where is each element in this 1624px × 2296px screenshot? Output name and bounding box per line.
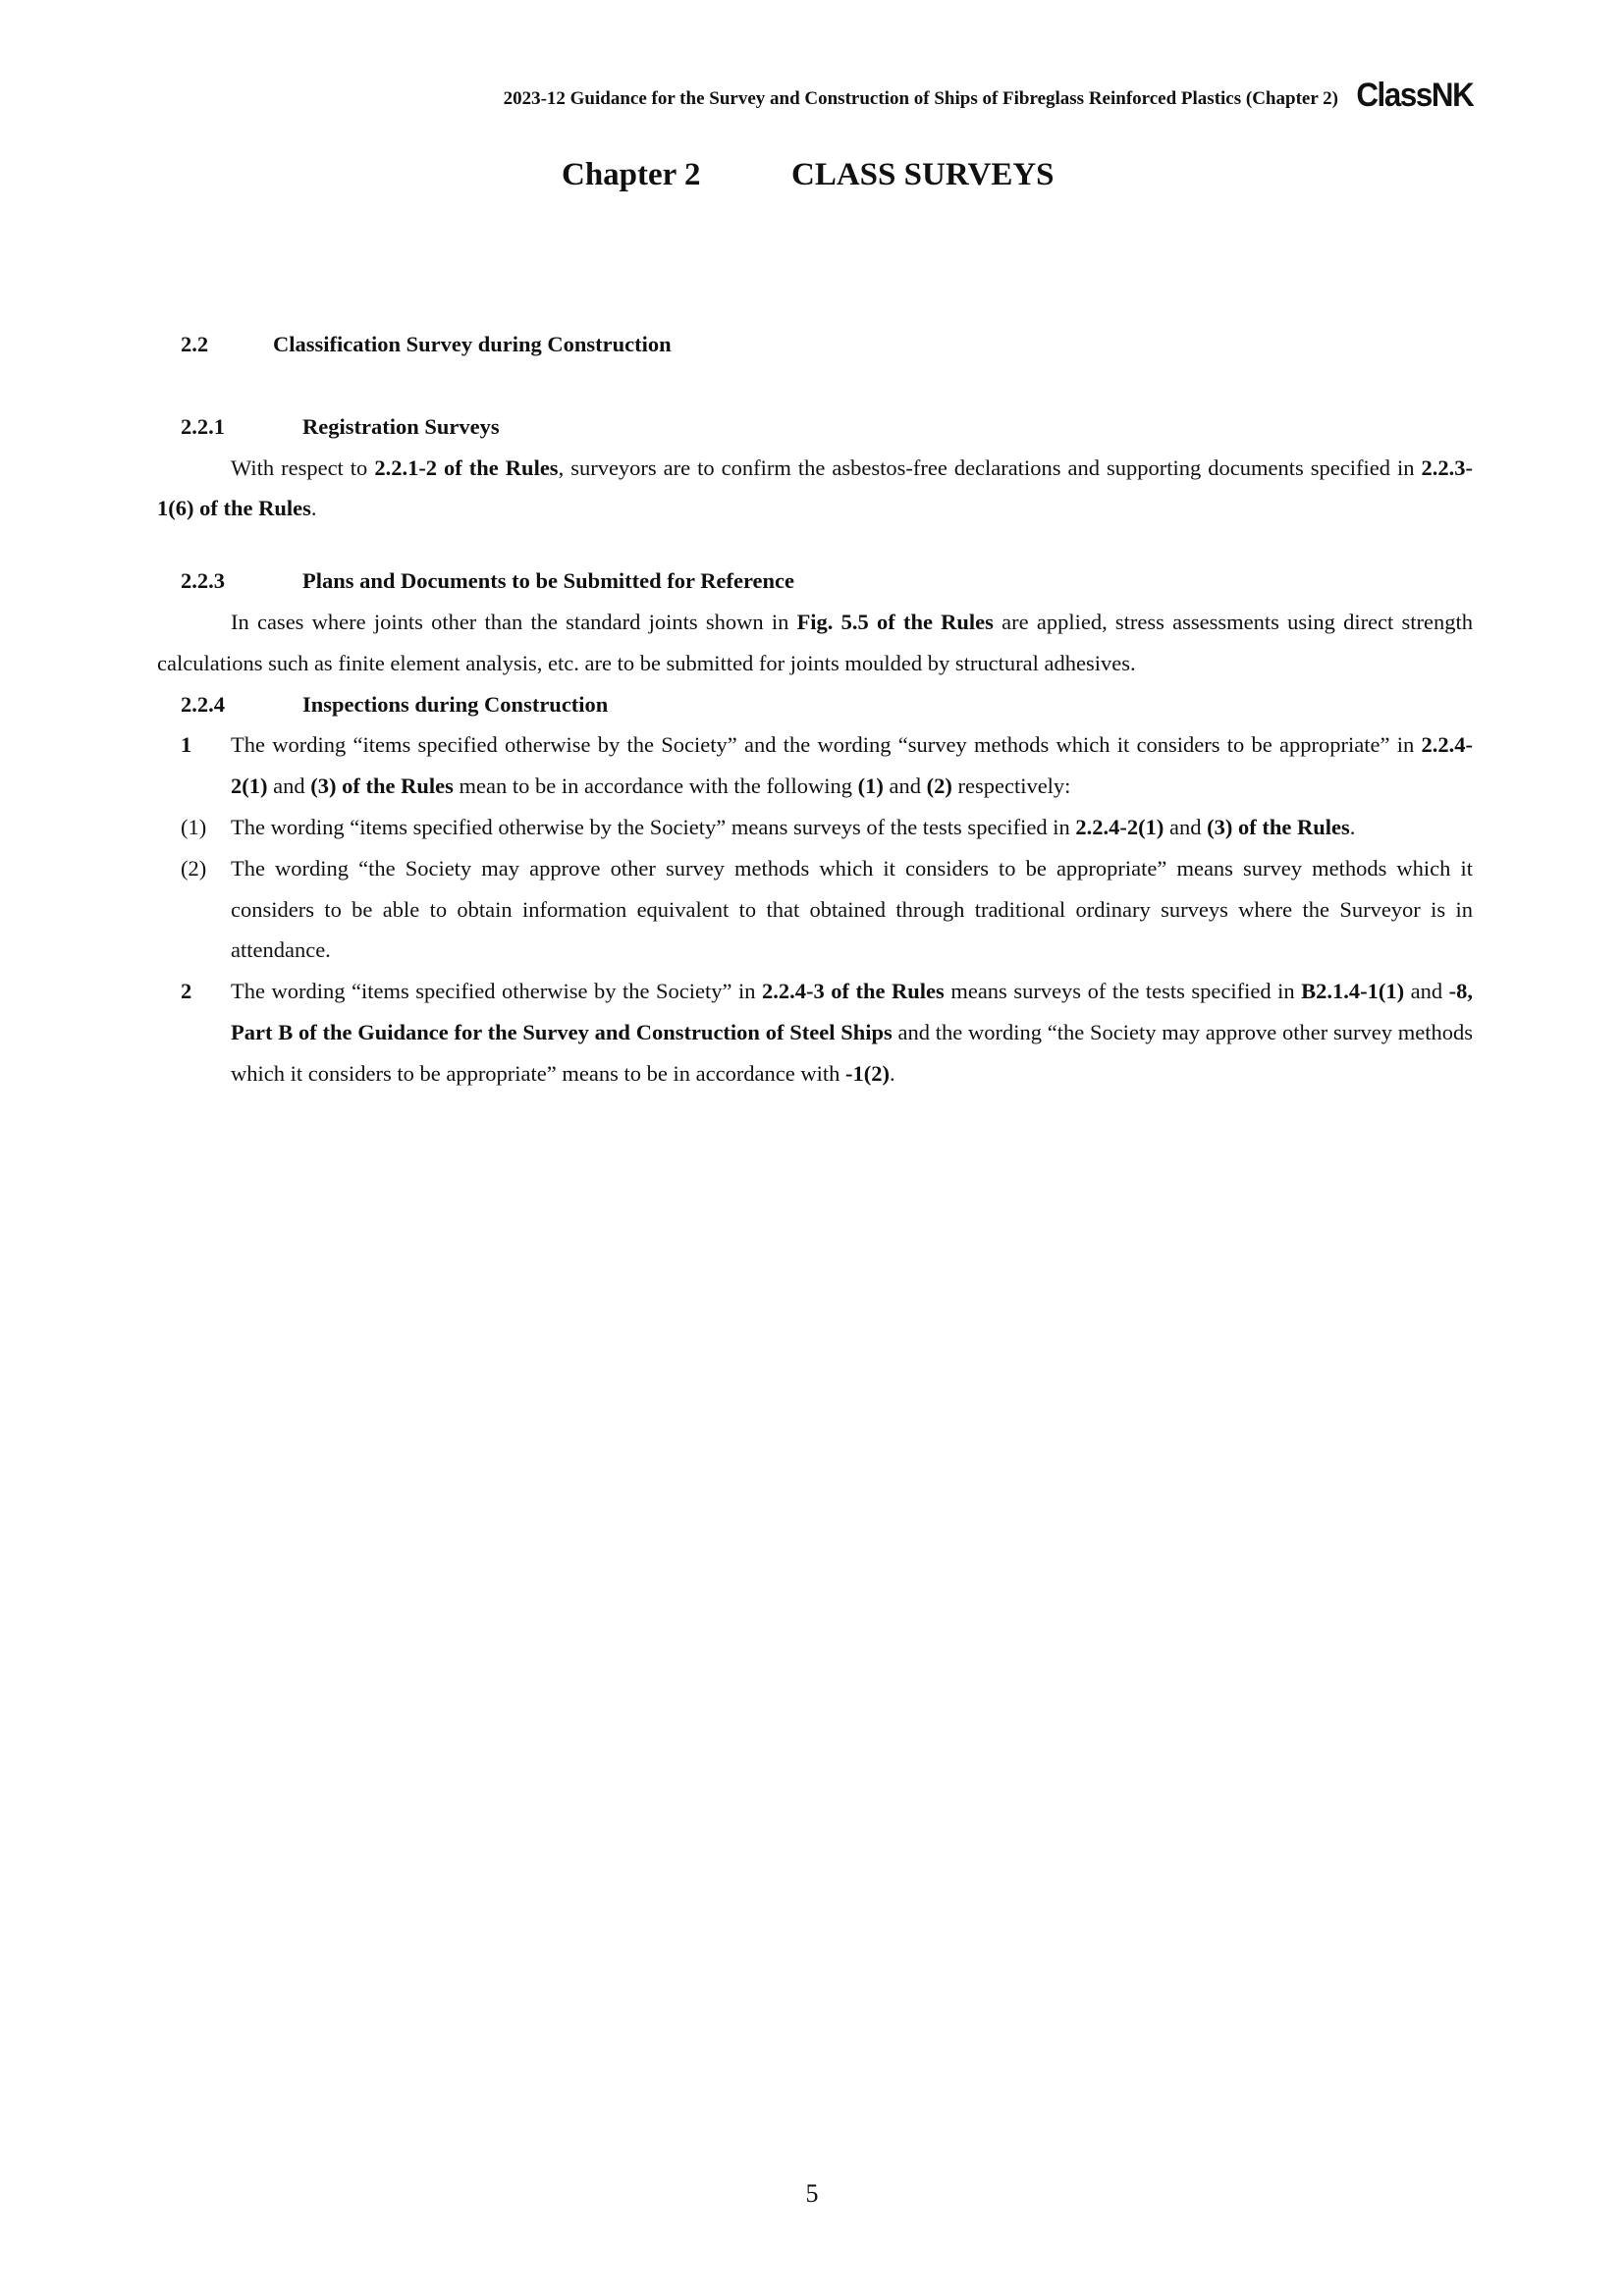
subsection-title: Plans and Documents to be Submitted for Reference: [302, 568, 795, 594]
running-title: 2023-12 Guidance for the Survey and Construction of Ships of Fibreglass Reinforced Plastics (Chapter 2): [503, 88, 1338, 109]
classnk-logo: ClassNK: [1356, 77, 1473, 114]
rule-reference: 2.2.4-2(1): [231, 732, 1473, 799]
subsection-heading-2-2-4: [157, 684, 1473, 725]
text-run: In cases where joints other than the standard joints shown in: [231, 609, 797, 634]
rule-reference: (1): [857, 774, 884, 799]
text-run: With respect to: [231, 454, 375, 480]
sub-item-marker: (2): [181, 855, 207, 881]
rule-reference: (3) of the Rules: [310, 774, 454, 799]
page-number: 5: [805, 2179, 819, 2208]
subsection-heading-2-2-1: [157, 406, 1473, 448]
subsection-title: Inspections during Construction: [302, 691, 609, 717]
rule-reference: -1(2): [845, 1060, 891, 1086]
subsection-heading-2-2-3: [157, 561, 1473, 602]
text-run: The wording “items specified otherwise by the Society” and the wording “survey methods which it considers to be appropriate” in: [231, 732, 1422, 758]
text-run: mean to be in accordance with the following: [453, 774, 858, 799]
item-marker: 1: [181, 732, 192, 758]
text-run: and: [267, 774, 311, 799]
rule-reference: 2.2.4-3 of the Rules: [762, 979, 945, 1004]
text-run: and: [1164, 814, 1208, 839]
rule-reference: (2): [926, 774, 952, 799]
section-number: 2.2: [181, 332, 209, 356]
text-run: are applied, stress assessments using direct strength calculations such as finite element analysis, etc. are to be submitted for joints moulded by structural adhesives.: [157, 609, 1473, 675]
text-run: .: [890, 1060, 895, 1086]
sub-item-marker: (1): [181, 814, 207, 839]
text-run: means surveys of the tests specified in: [944, 979, 1302, 1004]
rule-reference: -8, Part B of the Guidance for the Survey and Construction of Steel Ships: [231, 979, 1474, 1044]
sub-item-2: [157, 848, 1473, 971]
document-body: [157, 324, 1473, 1095]
item-marker: 2: [181, 979, 192, 1004]
chapter-name: CLASS SURVEYS: [791, 157, 1055, 192]
rule-reference: (3) of the Rules: [1207, 814, 1350, 839]
section-heading-2-2: [157, 324, 1473, 365]
text-run: The wording “the Society may approve other survey methods which it considers to be appropriate” means survey methods which it considers to be able to obtain information equivalent to that obtained through traditional ordinary surveys where the Surveyor is in attendance.: [231, 855, 1473, 963]
text-run: The wording “items specified otherwise by the Society” in: [231, 979, 763, 1004]
rule-reference: 2.2.4-2(1): [1075, 814, 1164, 839]
text-run: and: [1404, 979, 1449, 1004]
text-run: , surveyors are to confirm the asbestos-free declarations and supporting documents specified in: [558, 454, 1422, 480]
subsection-number: 2.2.3: [181, 568, 225, 594]
text-run: and the wording “the Society may approve other survey methods which it considers to be appropriate” means to be in accordance with: [231, 1019, 1473, 1086]
sub-item-1: [157, 807, 1473, 848]
subsection-number: 2.2.1: [181, 413, 225, 439]
rule-reference: 2.2.3-1(6) of the Rules: [157, 454, 1473, 521]
text-run: and: [883, 774, 927, 799]
chapter-number: Chapter 2: [562, 157, 701, 192]
numbered-item-2: [157, 971, 1473, 1094]
subsection-number: 2.2.4: [181, 691, 225, 717]
rule-reference: B2.1.4-1(1): [1301, 979, 1405, 1004]
paragraph-2-2-3: [157, 602, 1473, 684]
running-header: [295, 77, 1473, 122]
text-run: .: [1349, 814, 1356, 839]
section-title: Classification Survey during Construction: [273, 332, 672, 356]
rule-reference: 2.2.1-2 of the Rules: [374, 454, 559, 480]
text-run: The wording “items specified otherwise by the Society” means surveys of the tests specified in: [231, 814, 1076, 839]
rule-reference: Fig. 5.5 of the Rules: [796, 609, 994, 634]
text-run: .: [310, 496, 317, 521]
text-run: respectively:: [951, 774, 1071, 799]
paragraph-2-2-1: [157, 448, 1473, 530]
subsection-title: Registration Surveys: [302, 413, 500, 439]
numbered-item-1: [157, 724, 1473, 807]
